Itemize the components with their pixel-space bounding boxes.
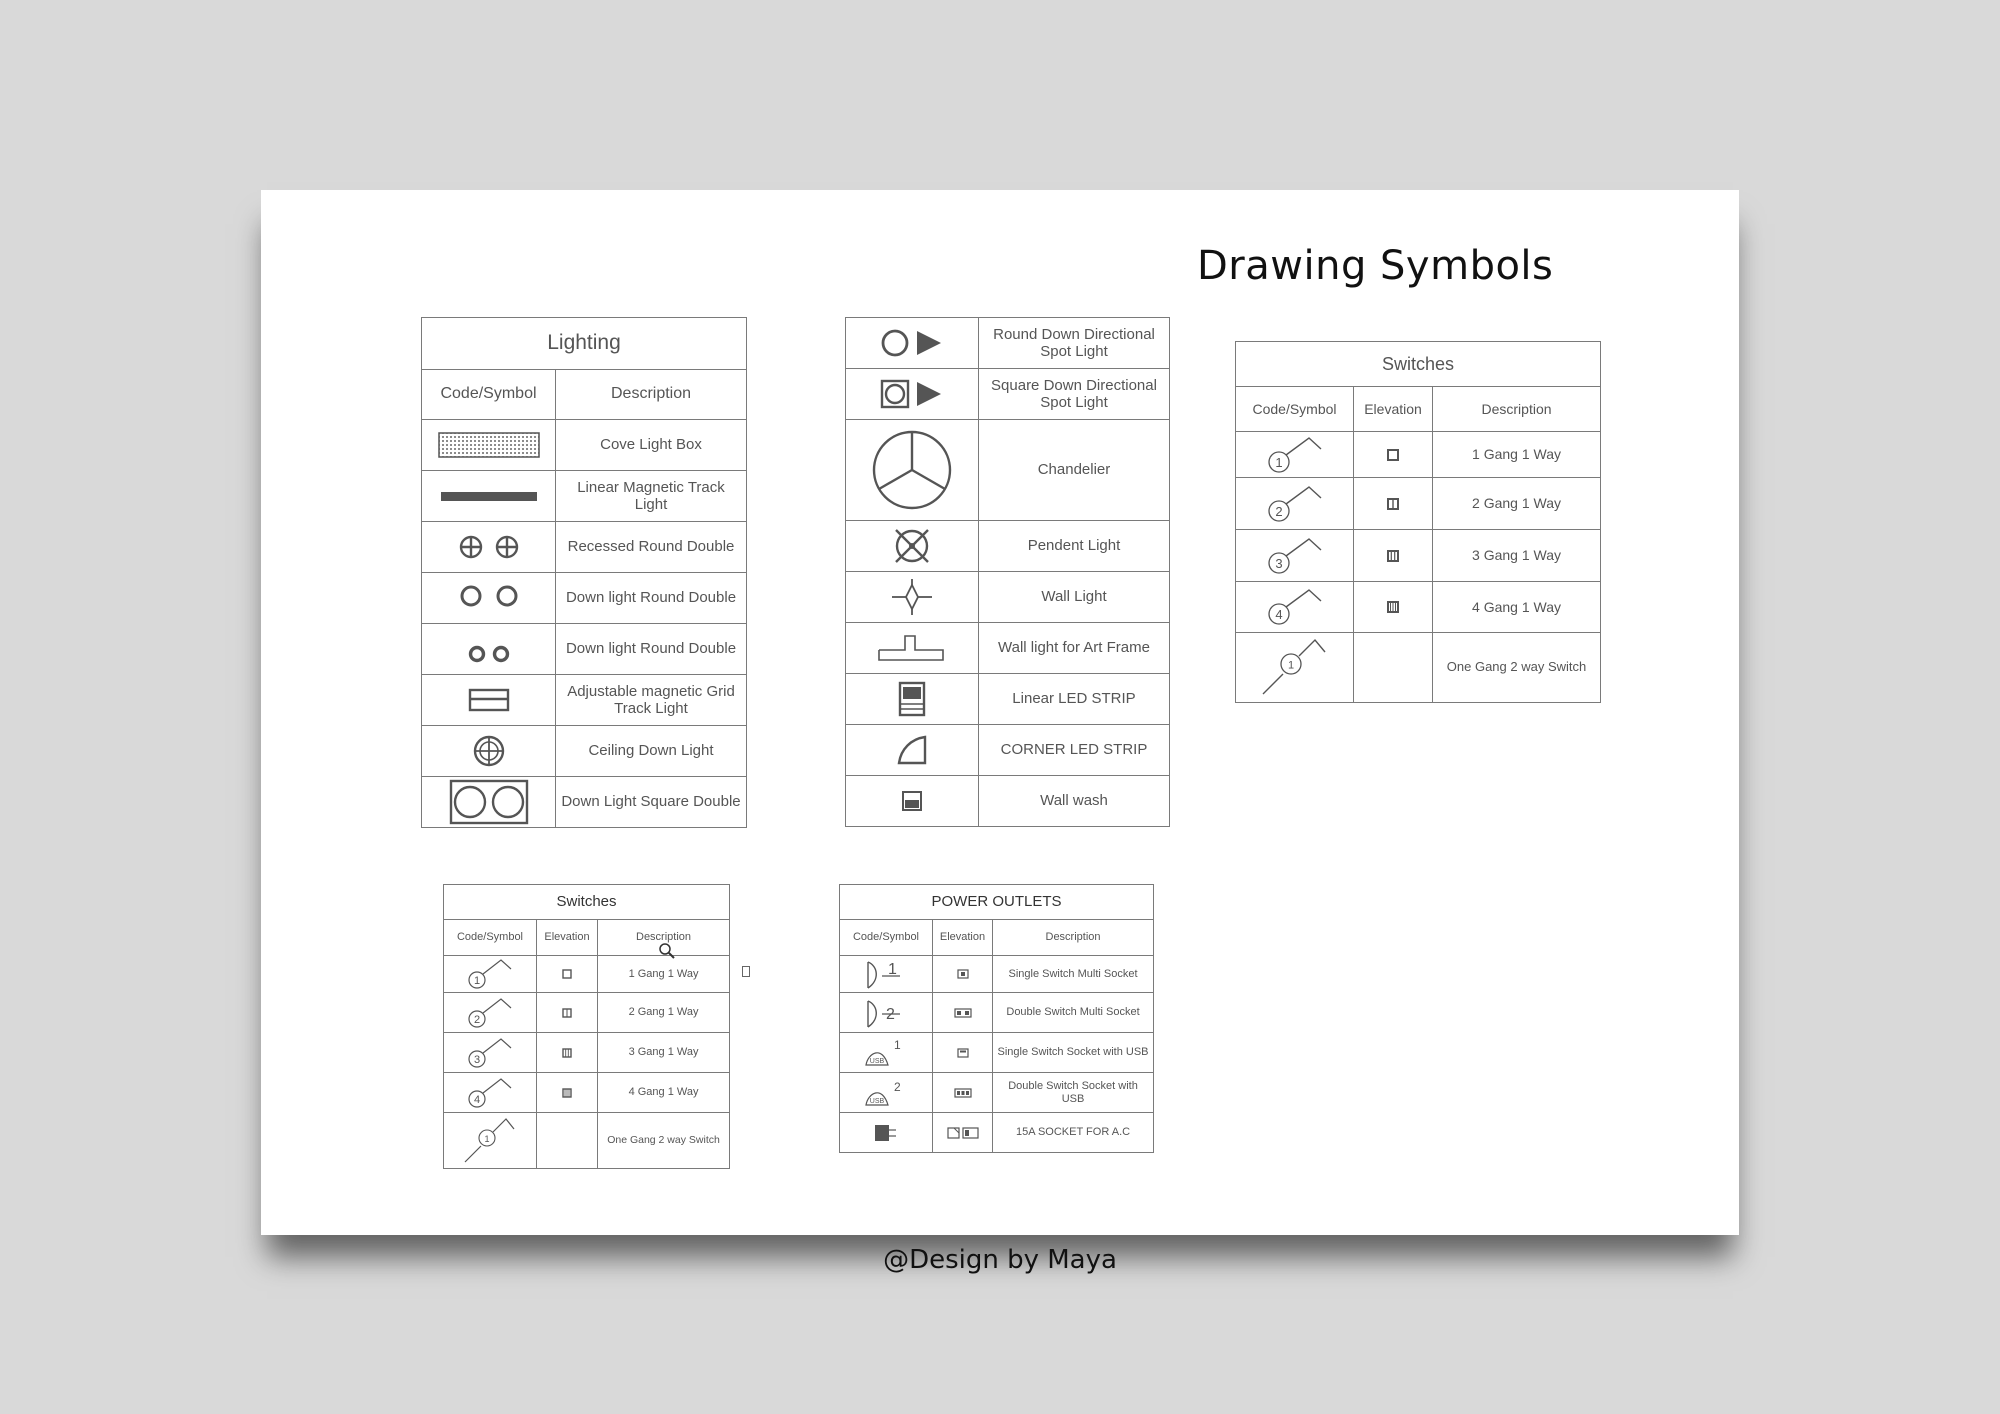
svg-text:1: 1 bbox=[1274, 454, 1283, 470]
lighting-header-code: Code/Symbol bbox=[422, 370, 556, 420]
double-switch-multi-socket-icon bbox=[840, 993, 933, 1033]
lighting-row-label: Linear Magnetic Track Light bbox=[556, 471, 747, 522]
svg-text:3: 3 bbox=[473, 1053, 481, 1066]
lighting2-row-label: Wall light for Art Frame bbox=[979, 623, 1170, 674]
switches-large-row-label: 2 Gang 1 Way bbox=[1433, 478, 1601, 530]
downlight-round-double-small-icon bbox=[422, 624, 556, 675]
switches-table-small bbox=[443, 884, 730, 1169]
art-frame-light-icon bbox=[846, 623, 979, 674]
switches-table-large bbox=[1235, 341, 1601, 703]
switch-3-gang-icon bbox=[444, 1033, 537, 1073]
square-directional-spot-icon bbox=[846, 369, 979, 420]
svg-text:USB: USB bbox=[869, 1057, 885, 1065]
elevation-double-usb-icon bbox=[933, 1073, 993, 1113]
lighting-row-label: Down Light Square Double bbox=[556, 777, 747, 828]
ceiling-down-light-icon bbox=[422, 726, 556, 777]
lighting2-row-label: Wall Light bbox=[979, 572, 1170, 623]
wall-wash-icon bbox=[846, 776, 979, 827]
switches-small-title: Switches bbox=[444, 885, 730, 920]
lighting-table bbox=[421, 317, 747, 828]
double-switch-usb-socket-icon bbox=[840, 1073, 933, 1113]
switches-small-row-label: 3 Gang 1 Way bbox=[598, 1033, 730, 1073]
grid-track-light-icon bbox=[422, 675, 556, 726]
svg-text:1: 1 bbox=[894, 1037, 901, 1052]
svg-text:1: 1 bbox=[888, 961, 897, 978]
cove-light-box-icon bbox=[422, 420, 556, 471]
corner-led-strip-icon bbox=[846, 725, 979, 776]
switch-2-gang-icon bbox=[1236, 478, 1354, 530]
switches-small-header-code: Code/Symbol bbox=[444, 920, 537, 956]
switches-large-header-elevation: Elevation bbox=[1354, 387, 1433, 432]
lighting-row-label: Recessed Round Double bbox=[556, 522, 747, 573]
single-switch-usb-socket-icon bbox=[840, 1033, 933, 1073]
elevation-1-gang-icon bbox=[537, 956, 598, 993]
power-row-label: Double Switch Socket with USB bbox=[993, 1073, 1154, 1113]
single-switch-multi-socket-icon bbox=[840, 956, 933, 993]
switches-large-row-label: 4 Gang 1 Way bbox=[1433, 582, 1601, 633]
svg-text:2: 2 bbox=[886, 1005, 895, 1023]
switches-large-header-description: Description bbox=[1433, 387, 1601, 432]
linear-track-light-icon bbox=[422, 471, 556, 522]
downlight-round-double-icon bbox=[422, 573, 556, 624]
svg-text:2: 2 bbox=[473, 1013, 481, 1026]
elevation-empty-cell bbox=[1354, 633, 1433, 703]
power-row-label: Single Switch Multi Socket bbox=[993, 956, 1154, 993]
switch-4-gang-icon bbox=[444, 1073, 537, 1113]
ac-socket-icon bbox=[840, 1113, 933, 1153]
switches-small-header-description: Description bbox=[598, 920, 730, 956]
lighting-row-label: Cove Light Box bbox=[556, 420, 747, 471]
downlight-square-double-icon bbox=[422, 777, 556, 828]
lighting-header-description: Description bbox=[556, 370, 747, 420]
power-outlets-table bbox=[839, 884, 1154, 1153]
svg-text:4: 4 bbox=[473, 1093, 481, 1106]
svg-text:1: 1 bbox=[473, 975, 481, 987]
switches-small-row-label: 2 Gang 1 Way bbox=[598, 993, 730, 1033]
lighting-row-label: Adjustable magnetic Grid Track Light bbox=[556, 675, 747, 726]
lighting-row-label: Ceiling Down Light bbox=[556, 726, 747, 777]
switches-small-row-label: One Gang 2 way Switch bbox=[598, 1113, 730, 1169]
elevation-double-socket-icon bbox=[933, 993, 993, 1033]
elevation-3-gang-icon bbox=[537, 1033, 598, 1073]
power-header-code: Code/Symbol bbox=[840, 920, 933, 956]
elevation-ac-socket-icon bbox=[933, 1113, 993, 1153]
switch-2-way-icon bbox=[1236, 633, 1354, 703]
switches-small-header-elevation: Elevation bbox=[537, 920, 598, 956]
power-row-label: Double Switch Multi Socket bbox=[993, 993, 1154, 1033]
elevation-4-gang-icon bbox=[1354, 582, 1433, 633]
switch-2-way-icon bbox=[444, 1113, 537, 1169]
svg-text:1: 1 bbox=[484, 1133, 490, 1144]
small-marker-icon bbox=[742, 966, 750, 977]
svg-text:4: 4 bbox=[1274, 607, 1283, 622]
design-credit: @Design by Maya bbox=[883, 1245, 1117, 1275]
power-outlets-title: POWER OUTLETS bbox=[840, 885, 1154, 920]
lighting2-row-label: Chandelier bbox=[979, 420, 1170, 521]
lighting2-row-label: CORNER LED STRIP bbox=[979, 725, 1170, 776]
elevation-3-gang-icon bbox=[1354, 530, 1433, 582]
elevation-single-usb-icon bbox=[933, 1033, 993, 1073]
svg-text:1: 1 bbox=[1287, 659, 1294, 671]
switches-small-row-label: 4 Gang 1 Way bbox=[598, 1073, 730, 1113]
linear-led-strip-icon bbox=[846, 674, 979, 725]
lighting-row-label: Down light Round Double bbox=[556, 624, 747, 675]
elevation-empty-cell bbox=[537, 1113, 598, 1169]
page-title: Drawing Symbols bbox=[1197, 243, 1554, 289]
switches-small-row-label: 1 Gang 1 Way bbox=[598, 956, 730, 993]
switches-large-row-label: 1 Gang 1 Way bbox=[1433, 432, 1601, 478]
switch-4-gang-icon bbox=[1236, 582, 1354, 633]
switch-1-gang-icon bbox=[444, 956, 537, 993]
power-header-description: Description bbox=[993, 920, 1154, 956]
power-row-label: 15A SOCKET FOR A.C bbox=[993, 1113, 1154, 1153]
round-directional-spot-icon bbox=[846, 318, 979, 369]
lighting2-row-label: Square Down Directional Spot Light bbox=[979, 369, 1170, 420]
svg-text:2: 2 bbox=[1274, 503, 1283, 519]
lighting-row-label: Down light Round Double bbox=[556, 573, 747, 624]
recessed-round-double-icon bbox=[422, 522, 556, 573]
switch-2-gang-icon bbox=[444, 993, 537, 1033]
chandelier-icon bbox=[846, 420, 979, 521]
magnifier-icon bbox=[658, 942, 676, 960]
switch-3-gang-icon bbox=[1236, 530, 1354, 582]
wall-light-icon bbox=[846, 572, 979, 623]
power-row-label: Single Switch Socket with USB bbox=[993, 1033, 1154, 1073]
elevation-1-gang-icon bbox=[1354, 432, 1433, 478]
lighting2-row-label: Linear LED STRIP bbox=[979, 674, 1170, 725]
elevation-single-socket-icon bbox=[933, 956, 993, 993]
svg-text:USB: USB bbox=[869, 1097, 885, 1105]
switches-large-row-label: One Gang 2 way Switch bbox=[1433, 633, 1601, 703]
lighting2-row-label: Round Down Directional Spot Light bbox=[979, 318, 1170, 369]
power-header-elevation: Elevation bbox=[933, 920, 993, 956]
pendent-light-icon bbox=[846, 521, 979, 572]
lighting-title: Lighting bbox=[422, 318, 747, 370]
elevation-2-gang-icon bbox=[537, 993, 598, 1033]
elevation-2-gang-icon bbox=[1354, 478, 1433, 530]
svg-text:3: 3 bbox=[1274, 555, 1283, 571]
switches-large-row-label: 3 Gang 1 Way bbox=[1433, 530, 1601, 582]
svg-text:2: 2 bbox=[894, 1079, 901, 1094]
elevation-4-gang-icon bbox=[537, 1073, 598, 1113]
lighting2-row-label: Wall wash bbox=[979, 776, 1170, 827]
switch-1-gang-icon bbox=[1236, 432, 1354, 478]
switches-large-title: Switches bbox=[1236, 342, 1601, 387]
lighting-continued-table bbox=[845, 317, 1170, 827]
switches-large-header-code: Code/Symbol bbox=[1236, 387, 1354, 432]
lighting2-row-label: Pendent Light bbox=[979, 521, 1170, 572]
